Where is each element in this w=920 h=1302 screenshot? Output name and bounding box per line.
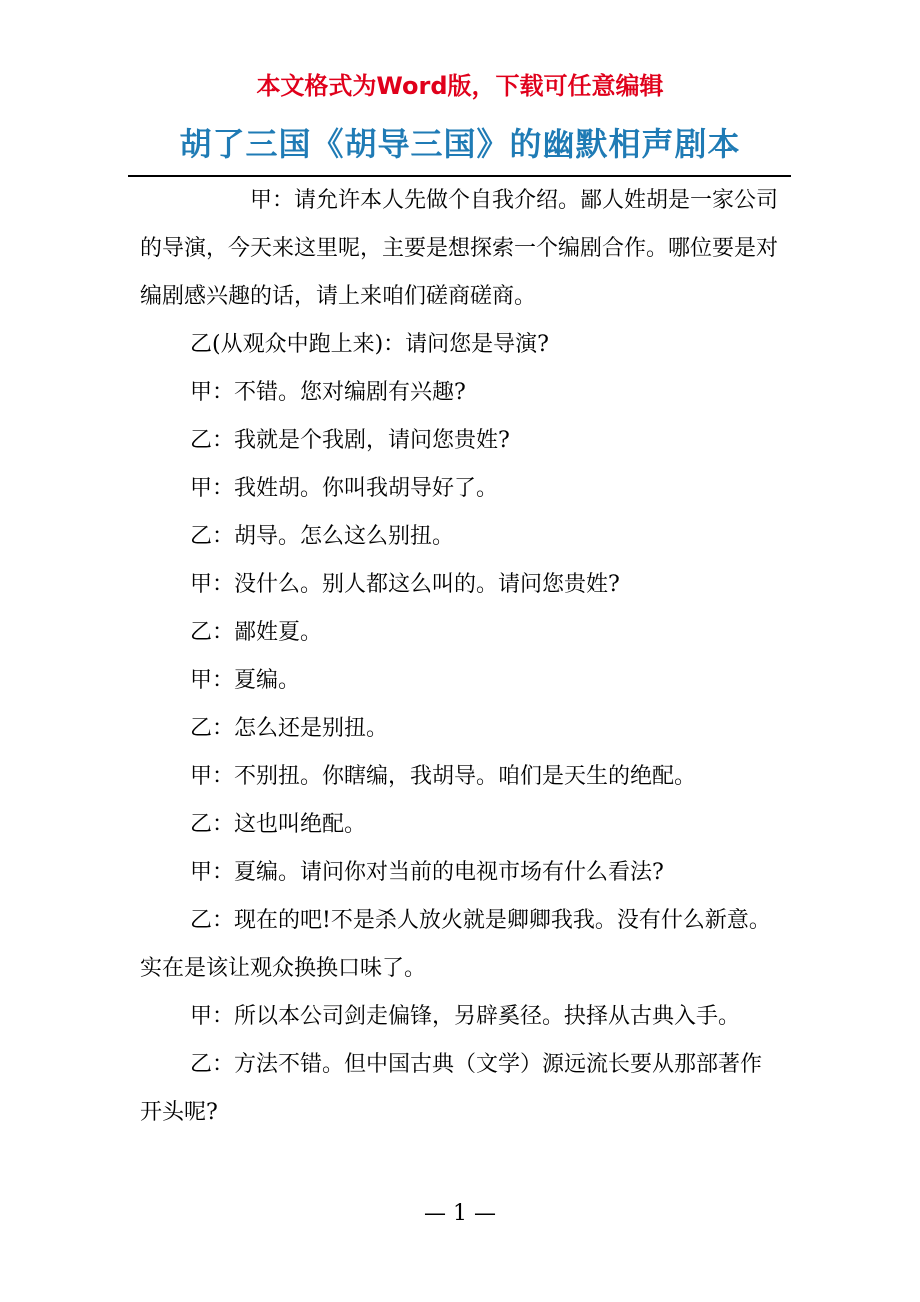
paragraph: 乙(从观众中跑上来)：请问您是导演? [190, 332, 549, 357]
format-notice: 本文格式为Word版，下载可任意编辑 [256, 72, 664, 100]
paragraph: 乙：这也叫绝配。 [190, 812, 367, 837]
paragraph: 甲：请允许本人先做个自我介绍。鄙人姓胡是一家公司的导演，今天来这里呢，主要是想探索一个编剧合作。哪位要是对编剧感兴趣的话，请上来咱们磋商磋商。 [140, 188, 779, 309]
paragraph: 乙：怎么还是别扭。 [190, 716, 389, 741]
script-body [140, 177, 780, 1137]
page-number: — 1 — [424, 1201, 496, 1226]
document-title: 胡了三国《胡导三国》的幽默相声剧本 [179, 125, 741, 163]
paragraph: 甲：没什么。别人都这么叫的。请问您贵姓? [190, 572, 620, 597]
paragraph: 乙：胡导。怎么这么别扭。 [190, 524, 455, 549]
paragraph: 甲：不错。您对编剧有兴趣? [190, 380, 466, 405]
paragraph: 乙：现在的吧!不是杀人放火就是卿卿我我。没有什么新意。实在是该让观众换换口味了。 [140, 908, 771, 981]
paragraph: 乙：我就是个我剧，请问您贵姓? [190, 428, 510, 453]
paragraph: 甲：夏编。 [190, 668, 301, 693]
paragraph: 甲：我姓胡。你叫我胡导好了。 [190, 476, 499, 501]
paragraph: 甲：夏编。请问你对当前的电视市场有什么看法? [190, 860, 664, 885]
paragraph: 甲：所以本公司剑走偏锋，另辟奚径。抉择从古典入手。 [190, 1004, 741, 1029]
paragraph: 甲：不别扭。你瞎编，我胡导。咱们是天生的绝配。 [190, 764, 697, 789]
paragraph: 乙：鄙姓夏。 [190, 620, 323, 645]
paragraph: 乙：方法不错。但中国古典（文学）源远流长要从那部著作开头呢? [140, 1052, 763, 1125]
